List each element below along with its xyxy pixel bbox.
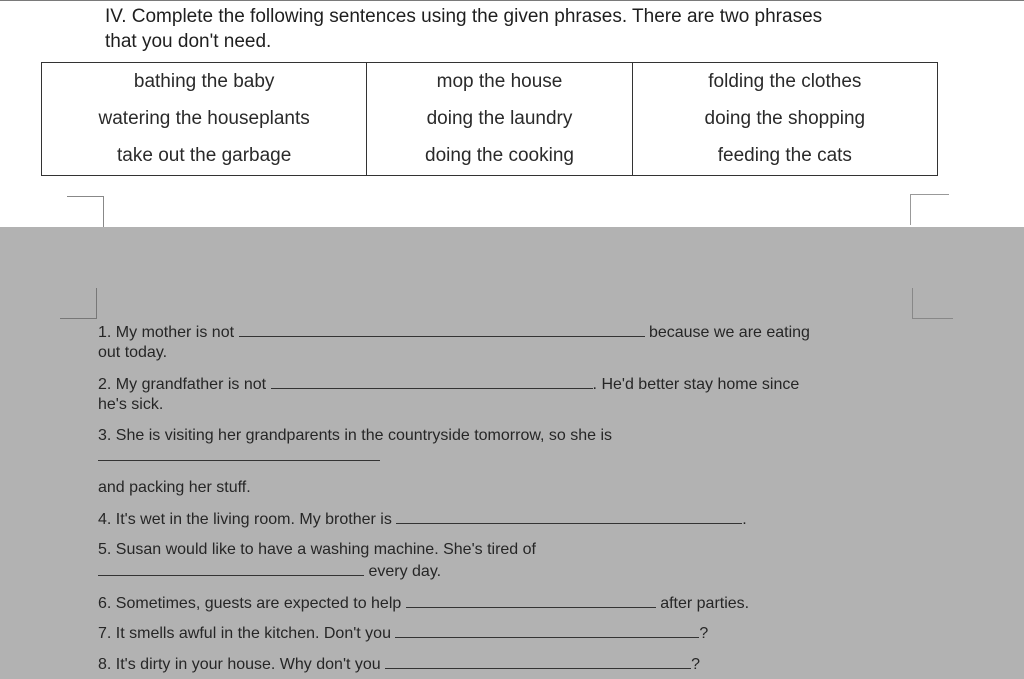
- exercise-5-continued: [98, 560, 918, 582]
- exercise-heading: [105, 4, 905, 54]
- phrase-cell: doing the shopping: [704, 107, 866, 129]
- exercise-1: [98, 321, 918, 343]
- exercise-text: 4. It's wet in the living room. My brother is: [98, 511, 392, 528]
- phrase-cell: folding the clothes: [708, 70, 862, 92]
- phrase-cell: feeding the cats: [717, 145, 852, 167]
- exercise-3: 3. She is visiting her grandparents in the countryside tomorrow, so she is: [98, 427, 613, 444]
- phrase-cell: take out the garbage: [42, 138, 367, 176]
- crop-mark-top-left: [67, 196, 104, 227]
- phrase-row: [42, 100, 938, 137]
- exercise-text: because we are eating: [648, 324, 810, 341]
- answer-blank[interactable]: [396, 508, 742, 524]
- exercise-5: 5. Susan would like to have a washing machine. She's tired of: [98, 541, 536, 558]
- phrase-cell: watering the houseplants: [42, 100, 367, 137]
- exercise-7: [98, 622, 918, 644]
- phrase-row: [42, 63, 938, 101]
- answer-blank[interactable]: [239, 321, 645, 337]
- answer-blank[interactable]: [406, 592, 656, 608]
- crop-mark-top-right: [910, 194, 949, 225]
- phrase-cell: bathing the baby: [42, 63, 367, 101]
- exercise-2-continued: he's sick.: [98, 396, 164, 413]
- answer-blank[interactable]: [98, 560, 364, 576]
- exercise-text: ?: [699, 625, 709, 642]
- crop-mark-bottom-right: [912, 288, 953, 319]
- heading-line-1: IV. Complete the following sentences using the given phrases. There are two phrases: [105, 6, 823, 27]
- exercise-text: 7. It smells awful in the kitchen. Don't you: [98, 625, 391, 642]
- exercise-text: . He'd better stay home since: [592, 376, 800, 393]
- exercise-text: 8. It's dirty in your house. Why don't you: [98, 656, 381, 673]
- phrase-table: [41, 62, 938, 176]
- exercise-text: 1. My mother is not: [98, 324, 235, 341]
- heading-line-2: that you don't need.: [105, 31, 272, 52]
- answer-blank[interactable]: [395, 622, 699, 638]
- exercise-1-continued: out today.: [98, 344, 168, 361]
- exercise-3-blank-line: [98, 445, 918, 467]
- exercise-3-continued: and packing her stuff.: [98, 479, 251, 496]
- exercise-text: .: [742, 511, 747, 528]
- exercise-text: after parties.: [660, 595, 750, 612]
- crop-mark-bottom-left: [60, 288, 97, 319]
- top-rule: [0, 0, 1024, 1]
- phrase-cell: doing the cooking: [367, 138, 632, 176]
- phrase-cell: doing the laundry: [367, 100, 632, 137]
- exercise-text: 2. My grandfather is not: [98, 376, 267, 393]
- exercise-4: [98, 508, 918, 530]
- exercise-6: [98, 592, 918, 614]
- exercise-2: [98, 373, 918, 395]
- exercise-text: 6. Sometimes, guests are expected to help: [98, 595, 402, 612]
- phrase-row: [42, 138, 938, 176]
- exercise-text: ?: [691, 656, 701, 673]
- phrase-cell: mop the house: [367, 63, 632, 101]
- answer-blank[interactable]: [271, 373, 593, 389]
- answer-blank[interactable]: [98, 445, 380, 461]
- answer-blank[interactable]: [385, 653, 691, 669]
- exercise-text: every day.: [368, 563, 442, 580]
- exercise-8: [98, 653, 918, 675]
